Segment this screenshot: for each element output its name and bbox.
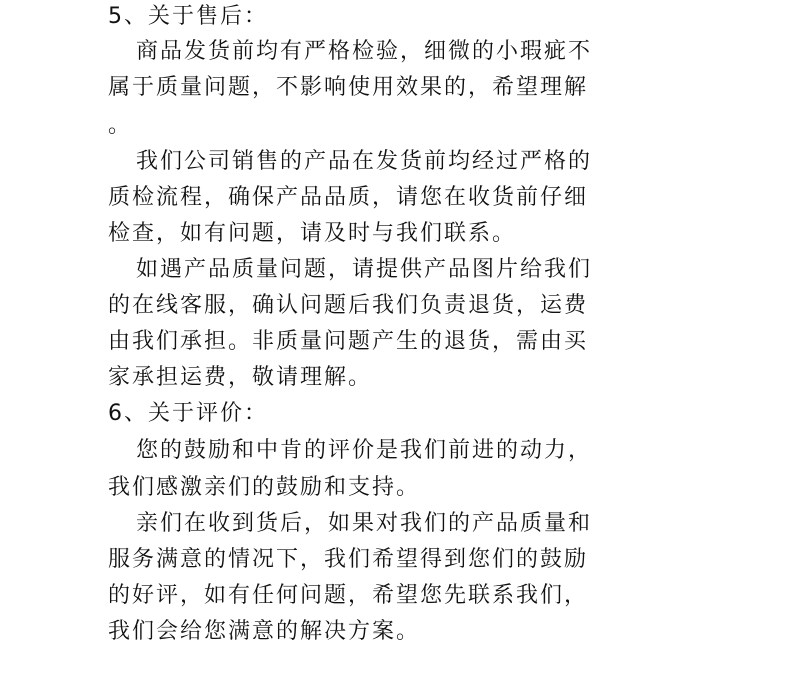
paragraph-line: 如遇产品质量问题，请提供产品图片给我们 xyxy=(136,257,593,282)
paragraph-line: 亲们在收到货后，如果对我们的产品质量和 xyxy=(136,511,593,536)
paragraph-line: 服务满意的情况下，我们希望得到您们的鼓励 xyxy=(108,547,589,572)
section-heading-reviews: 6、关于评价： xyxy=(108,401,268,426)
paragraph-line: 的好评，如有任何问题，希望您先联系我们， xyxy=(108,583,589,608)
paragraph-line: 检查，如有问题，请及时与我们联系。 xyxy=(108,221,517,246)
paragraph-line: 质检流程，确保产品品质，请您在收货前仔细 xyxy=(108,185,589,210)
paragraph-line: 属于质量问题，不影响使用效果的，希望理解 xyxy=(108,75,589,100)
section-heading-after-sales: 5、关于售后： xyxy=(108,4,268,29)
paragraph-line: 商品发货前均有严格检验，细微的小瑕疵不 xyxy=(136,39,593,64)
paragraph-line: 家承担运费，敬请理解。 xyxy=(108,365,373,390)
paragraph-line: 的在线客服，确认问题后我们负责退货，运费 xyxy=(108,293,589,318)
paragraph-line: 。 xyxy=(108,113,133,138)
paragraph-line: 您的鼓励和中肯的评价是我们前进的动力， xyxy=(136,438,593,463)
paragraph-line: 我们感激亲们的鼓励和支持。 xyxy=(108,475,421,500)
paragraph-line: 由我们承担。非质量问题产生的退货，需由买 xyxy=(108,329,589,354)
paragraph-line: 我们公司销售的产品在发货前均经过严格的 xyxy=(136,149,593,174)
paragraph-line: 我们会给您满意的解决方案。 xyxy=(108,619,421,644)
